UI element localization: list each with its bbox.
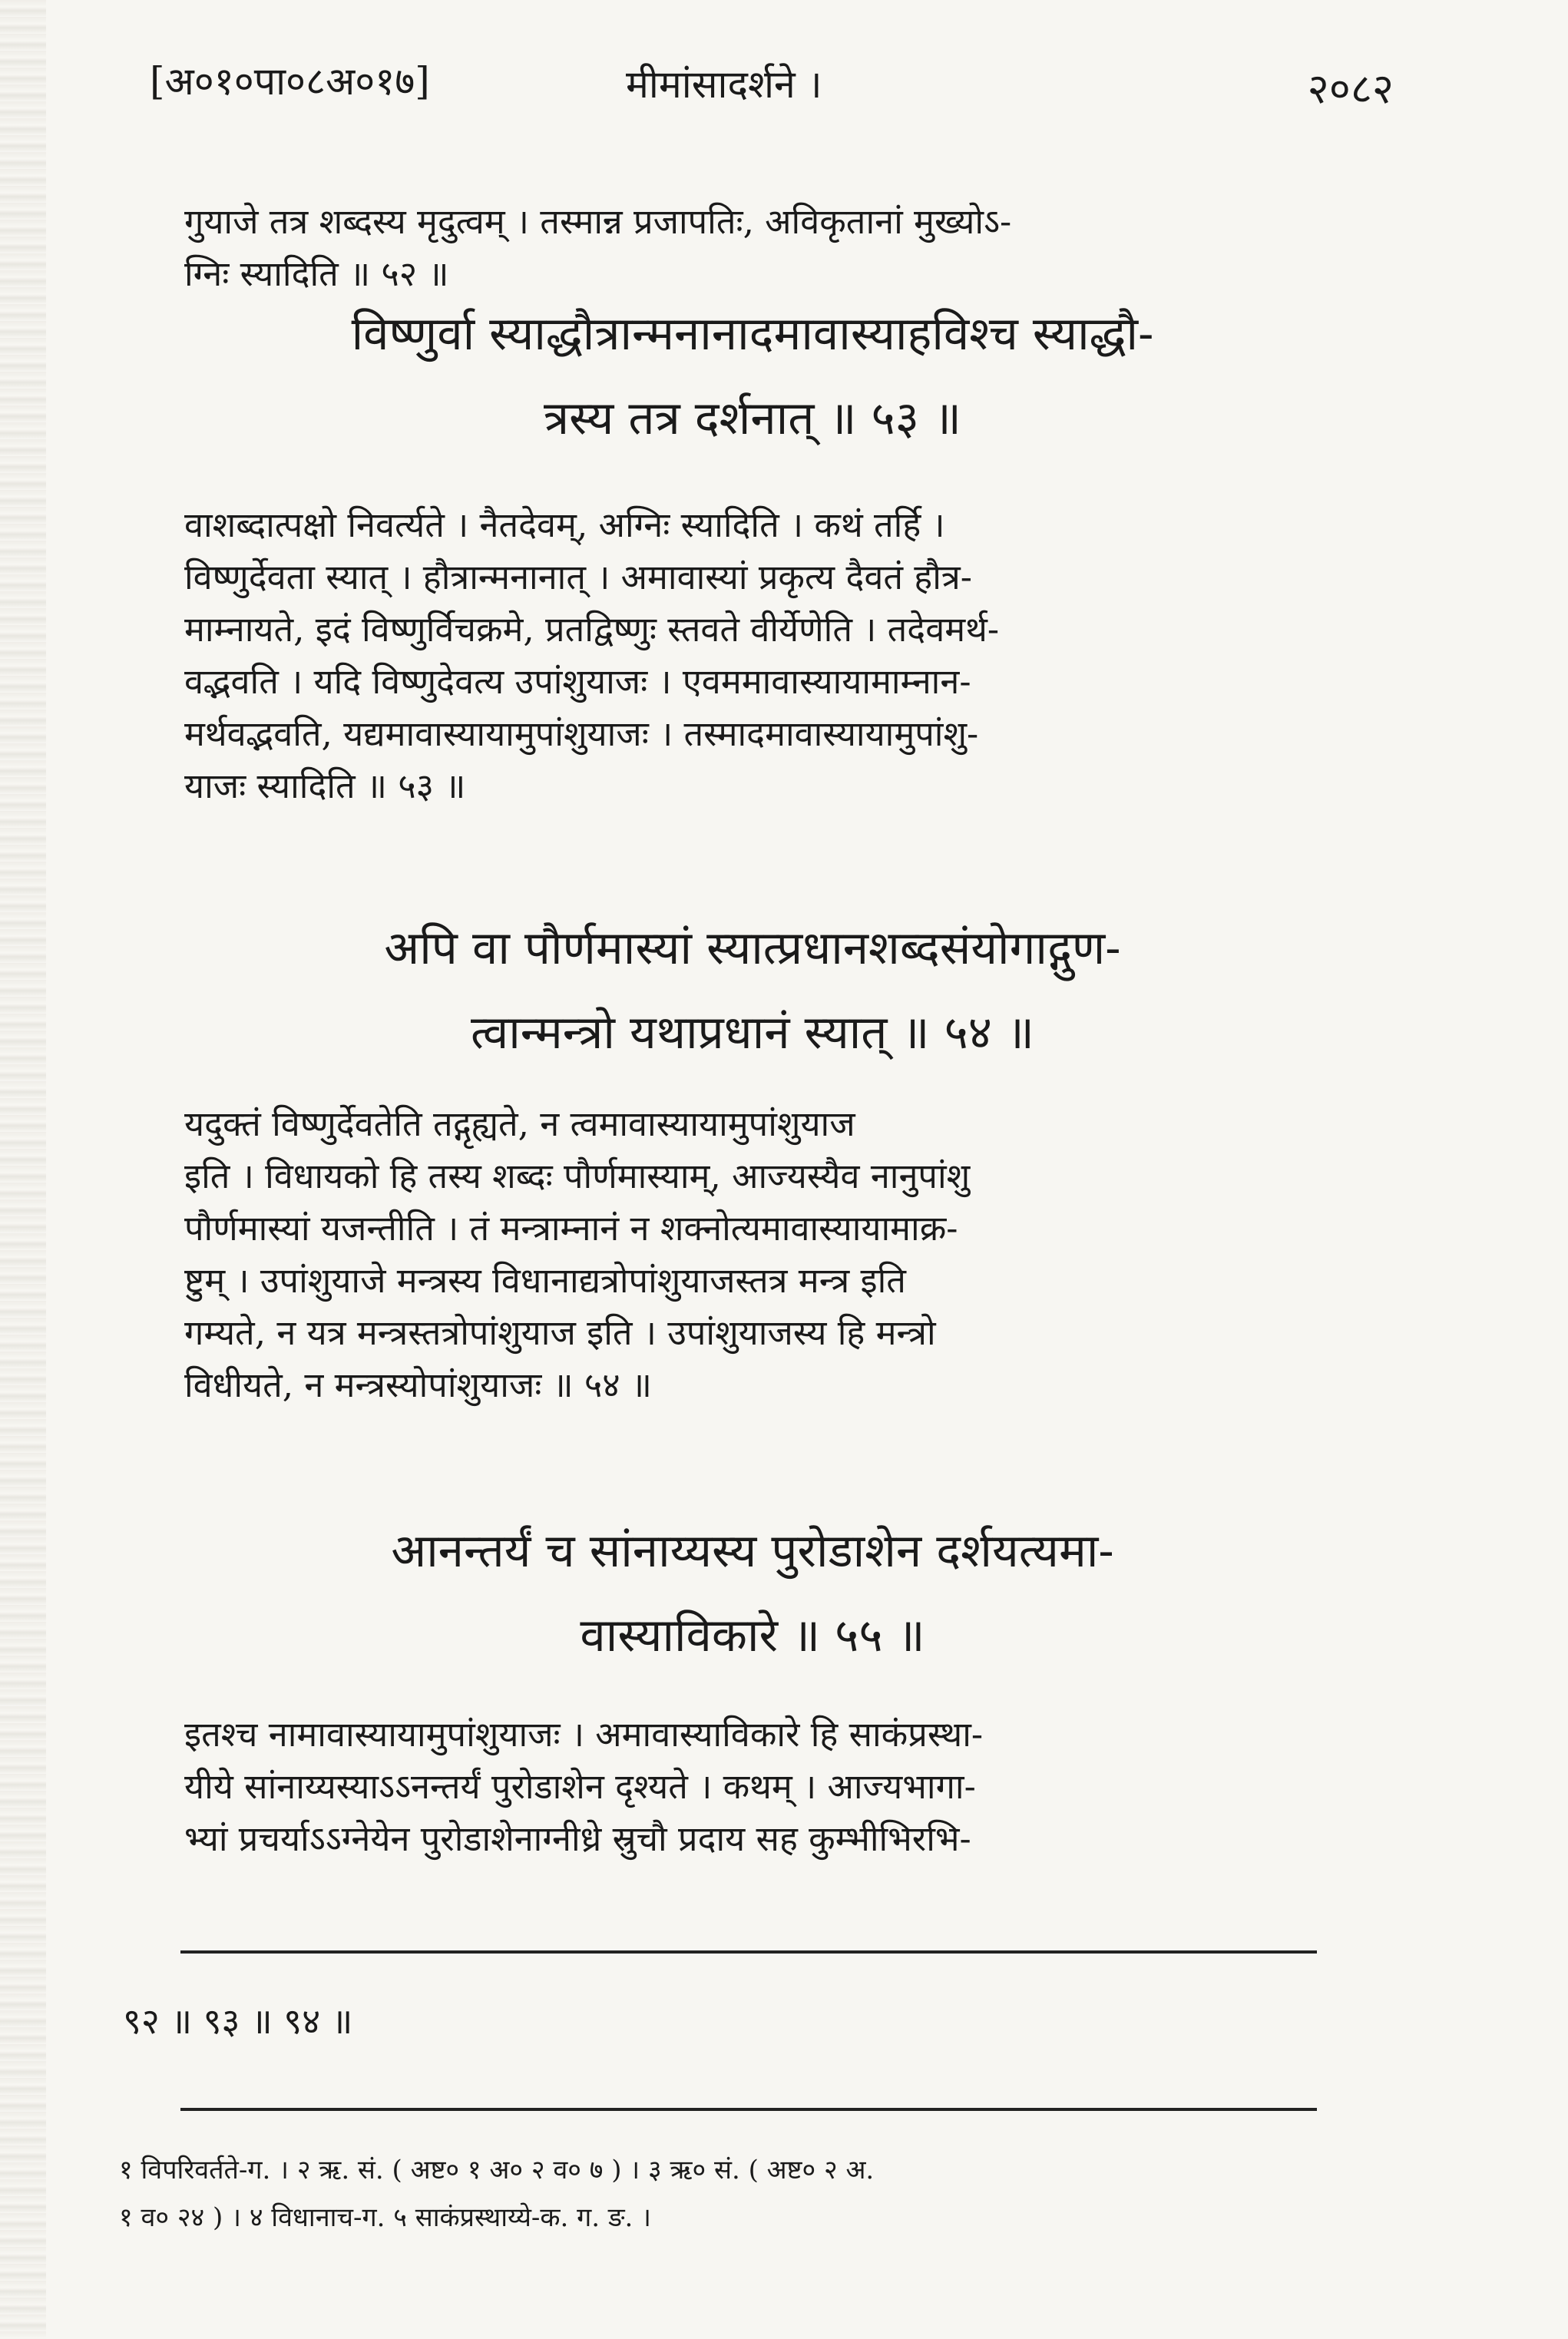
footnotes [119, 2146, 1317, 2241]
commentary-paragraph-54 [184, 1098, 1321, 1411]
sutra-55 [184, 1509, 1321, 1678]
text-line: इति । विधायको हि तस्य शब्दः पौर्णमास्याम्, आज्यस्यैव नानुपांशु [184, 1156, 971, 1196]
commentary-paragraph-53 [184, 499, 1321, 812]
sutra-line: विष्णुर्वा स्याद्धौत्रान्मनानादमावास्याहविश्च स्याद्धौ- [351, 307, 1154, 361]
commentary-paragraph-55 [184, 1709, 1321, 1865]
sutra-line: त्रस्य तत्र दर्शनात् ॥ ५३ ॥ [544, 392, 961, 445]
verse-number-line: ९२ ॥ ९३ ॥ ९४ ॥ [123, 2000, 353, 2042]
text-line: इतश्च नामावास्यायामुपांशुयाजः । अमावास्याविकारे हि साकंप्रस्था- [184, 1714, 984, 1755]
sutra-53 [184, 292, 1321, 461]
sutra-line: आनन्तर्यं च सांनाय्यस्य पुरोडाशेन दर्शयत्यमा- [391, 1524, 1114, 1578]
text-line: यदुक्तं विष्णुर्देवतेति तद्गृह्यते, न त्वमावास्यायामुपांशुयाज [184, 1103, 855, 1144]
book-title: मीमांसादर्शने । [626, 62, 822, 107]
sutra-line: अपि वा पौर्णमास्यां स्यात्प्रधानशब्दसंयोगाद्गुण- [384, 921, 1121, 975]
running-header [150, 48, 1394, 124]
section-reference: [अ०१०पा०८अ०१७] [150, 59, 430, 104]
text-line: विधीयते, न मन्त्रस्योपांशुयाजः ॥ ५४ ॥ [184, 1365, 652, 1405]
footnote-line: १ व० २४ ) । ४ विधानाच-ग. ५ साकंप्रस्थाय्ये-क. ग. ङ. । [119, 2202, 652, 2233]
text-line: मर्थवद्भवति, यद्यमावास्यायामुपांशुयाजः । तस्मादमावास्यायामुपांशु- [184, 713, 979, 754]
sutra-line: त्वान्मन्त्रो यथाप्रधानं स्यात् ॥ ५४ ॥ [470, 1006, 1034, 1060]
text-line: ष्टुम् । उपांशुयाजे मन्त्रस्य विधानाद्यत्रोपांशुयाजस्तत्र मन्त्र इति [184, 1260, 906, 1301]
text-line: भ्यां प्रचर्याऽऽग्नेयेन पुरोडाशेनाग्नीध्रे स्रुचौ प्रदाय सह कुम्भीभिरभि- [184, 1818, 971, 1859]
sutra-54 [184, 906, 1321, 1075]
sutra-line: वास्याविकारे ॥ ५५ ॥ [580, 1609, 925, 1662]
commentary-paragraph-52 [184, 196, 1321, 300]
page-edge-scan-artifact [0, 0, 46, 2339]
text-line: वद्भवति । यदि विष्णुदेवत्य उपांशुयाजः । एवममावास्यायामाम्नान- [184, 661, 971, 702]
divider-rule [180, 1950, 1317, 1954]
text-line: माम्नायते, इदं विष्णुर्विचक्रमे, प्रतद्विष्णुः स्तवते वीर्येणेति । तदेवमर्थ- [184, 609, 1000, 650]
text-line: वाशब्दात्पक्षो निवर्त्यते । नैतदेवम्, अग्निः स्यादिति । कथं तर्हि । [184, 505, 945, 545]
footnote-line: १ विपरिवर्तते-ग. । २ ऋ. सं. ( अष्ट० १ अ० २ व० ७ ) । ३ ऋ० सं. ( अष्ट० २ अ. [119, 2155, 875, 2185]
text-line: विष्णुर्देवता स्यात् । हौत्रान्मनानात् । अमावास्यां प्रकृत्य दैवतं हौत्र- [184, 557, 972, 597]
text-line: पौर्णमास्यां यजन्तीति । तं मन्त्राम्नानं न शक्नोत्यमावास्यायामाक्र- [184, 1208, 958, 1249]
text-line: ग्निः स्यादिति ॥ ५२ ॥ [184, 253, 449, 294]
page-number: २०८२ [1307, 65, 1394, 113]
text-line: याजः स्यादिति ॥ ५३ ॥ [184, 766, 466, 806]
text-line: गुयाजे तत्र शब्दस्य मृदुत्वम् । तस्मान्न प्रजापतिः, अविकृतानां मुख्योऽ- [184, 201, 1012, 242]
text-line: यीये सांनाय्यस्याऽऽनन्तर्यं पुरोडाशेन दृश्यते । कथम् । आज्यभागा- [184, 1766, 976, 1807]
footnote-divider-rule [180, 2108, 1317, 2111]
text-line: गम्यते, न यत्र मन्त्रस्तत्रोपांशुयाज इति । उपांशुयाजस्य हि मन्त्रो [184, 1312, 936, 1353]
